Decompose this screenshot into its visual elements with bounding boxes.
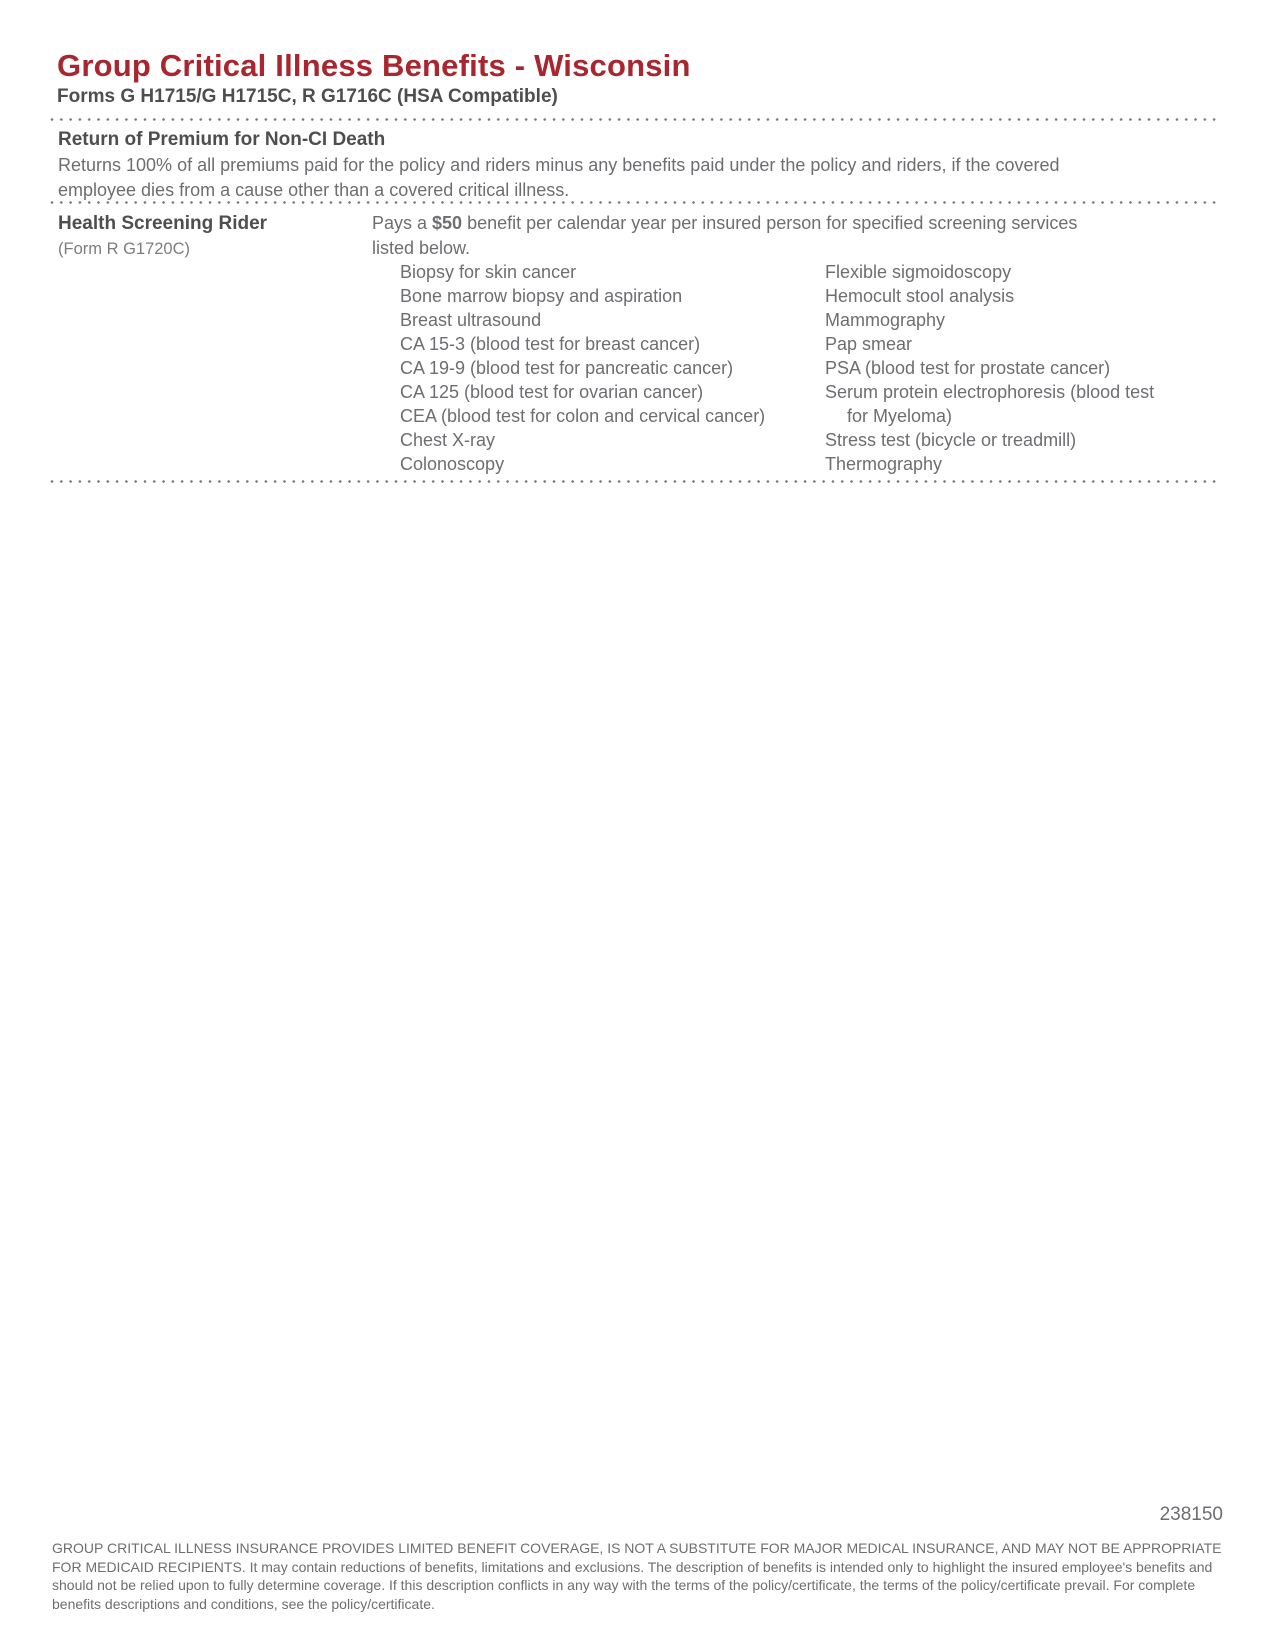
intro-prefix: Pays a bbox=[372, 213, 433, 233]
dotted-divider bbox=[50, 200, 1222, 205]
health-screening-rider-form-ref: (Form R G1720C) bbox=[58, 240, 191, 258]
dotted-divider bbox=[50, 479, 1222, 484]
document-code: 238150 bbox=[1159, 1504, 1223, 1525]
page-subtitle: Forms G H1715/G H1715C, R G1716C (HSA Compatible) bbox=[57, 86, 558, 107]
screening-item: CEA (blood test for colon and cervical cancer) bbox=[400, 406, 766, 426]
health-screening-rider-heading: Health Screening Rider bbox=[58, 213, 268, 234]
benefit-amount: $50 bbox=[432, 213, 463, 233]
screening-item: PSA (blood test for prostate cancer) bbox=[825, 358, 1111, 378]
screening-item: Chest X-ray bbox=[400, 430, 496, 450]
screening-item: Serum protein electrophoresis (blood test for Myeloma) bbox=[825, 382, 1155, 426]
screening-list-left bbox=[400, 260, 805, 476]
screening-item: Mammography bbox=[825, 310, 946, 330]
screening-item: Breast ultrasound bbox=[400, 310, 542, 330]
screening-item: Thermography bbox=[825, 454, 943, 474]
screening-item: Flexible sigmoidoscopy bbox=[825, 262, 1012, 282]
intro-suffix: benefit per calendar year per insured person for specified screening services listed below. bbox=[372, 213, 1078, 258]
footer-disclaimer: GROUP CRITICAL ILLNESS INSURANCE PROVIDES LIMITED BENEFIT COVERAGE, IS NOT A SUBSTITUTE FOR MAJOR MEDICAL INSURANCE, AND MAY NOT BE APPROPRIATE FOR MEDICAID RECIPIENTS. It may contain reductions of benefits, limitations and exclusions. The description of benefits is intended only to highlight the insured employee's benefits and should not be relied upon to fully determine coverage. If this description conflicts in any way with the terms of the policy/certificate, the terms of the policy/certificate prevail. For complete benefits descriptions and conditions, see the policy/certificate. bbox=[52, 1540, 1222, 1613]
health-screening-rider-intro bbox=[372, 211, 1124, 260]
screening-item: Bone marrow biopsy and aspiration bbox=[400, 286, 683, 306]
screening-list-right bbox=[825, 260, 1177, 476]
return-of-premium-heading: Return of Premium for Non-CI Death bbox=[58, 129, 386, 150]
screening-item: Biopsy for skin cancer bbox=[400, 262, 577, 282]
screening-item: Hemocult stool analysis bbox=[825, 286, 1015, 306]
screening-item: CA 15-3 (blood test for breast cancer) bbox=[400, 334, 701, 354]
screening-item: CA 19-9 (blood test for pancreatic cancer) bbox=[400, 358, 734, 378]
page-title: Group Critical Illness Benefits - Wisconsin bbox=[57, 48, 691, 83]
return-of-premium-body: Returns 100% of all premiums paid for the policy and riders minus any benefits paid under the policy and riders, if the covered employee dies from a cause other than a covered critical illness. bbox=[58, 155, 1060, 200]
screening-item: Colonoscopy bbox=[400, 454, 505, 474]
dotted-divider bbox=[50, 117, 1222, 122]
screening-item: CA 125 (blood test for ovarian cancer) bbox=[400, 382, 704, 402]
screening-item: Pap smear bbox=[825, 334, 913, 354]
screening-item: Stress test (bicycle or treadmill) bbox=[825, 430, 1077, 450]
